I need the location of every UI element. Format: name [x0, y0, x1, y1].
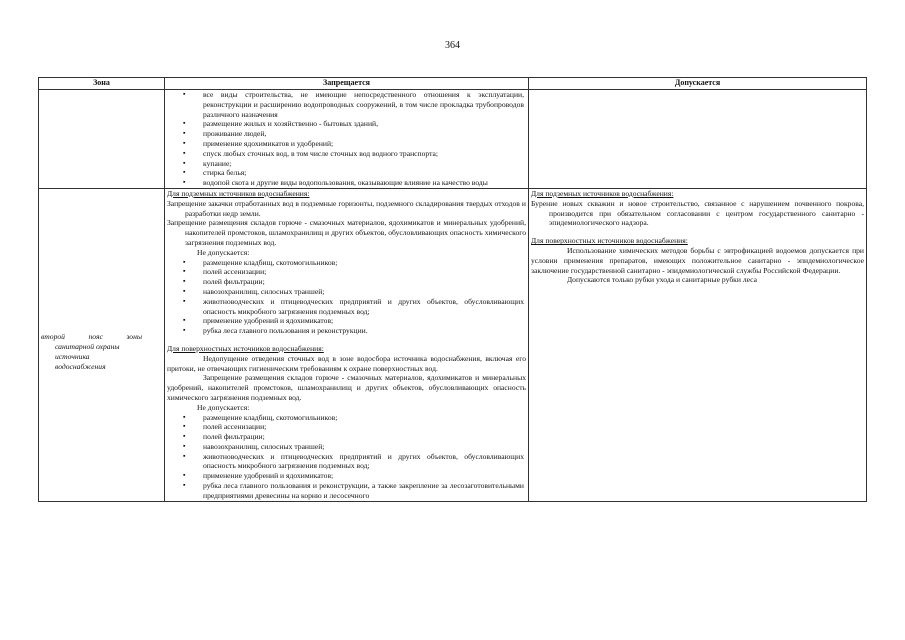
- list-item: ▪ полей ассенизации;: [167, 267, 526, 277]
- list-item: ▪ полей фильтрации;: [167, 432, 526, 442]
- paragraph: Допускаются только рубки ухода и санитарные рубки леса: [567, 275, 758, 285]
- list-item: ▪ размещение жилых и хозяйственно - бытовых зданий,: [167, 119, 526, 129]
- section-title-ground: Для подземных источников водоснабжения:: [167, 188, 310, 198]
- list-item: ▪ применение удобрений и ядохимикатов;: [167, 471, 526, 481]
- list-item: ▪ полей фильтрации;: [167, 277, 526, 287]
- not-allowed-label: Не допускается:: [197, 247, 250, 257]
- page-number: 364: [445, 40, 460, 51]
- paragraph: Использование химических методов борьбы с эвтрофикацией водоемов допускается при условии применения препаратов, имеющих положительное санитарно - эпидемиологическое заключение государственной санитарно - эпидемиологической службы Российской Федерации.: [531, 245, 864, 275]
- prohibited-list: [167, 90, 526, 188]
- table-row: [39, 90, 867, 189]
- list-item: ▪ размещение кладбищ, скотомогильников;: [167, 258, 526, 268]
- list-item: ▪ стирка белья;: [167, 168, 526, 178]
- zone-name: [41, 332, 162, 371]
- list-item: ▪ водопой скота и другие виды водопользования, оказывающие влияние на качество воды: [167, 178, 526, 188]
- zone-cell: [39, 188, 165, 501]
- section-title-surface: Для поверхностных источников водоснабжения:: [531, 236, 688, 246]
- ground-not-allowed-list: [167, 258, 526, 336]
- section-title-surface: Для поверхностных источников водоснабжения:: [167, 343, 324, 353]
- list-item: ▪ применение ядохимикатов и удобрений;: [167, 139, 526, 149]
- zone-name-line: санитарной охраны: [55, 342, 120, 352]
- list-item: ▪ применение удобрений и ядохимикатов;: [167, 316, 526, 326]
- list-item: ▪ навозохранилищ, силосных траншей;: [167, 287, 526, 297]
- list-item: ▪ навозохранилищ, силосных траншей;: [167, 442, 526, 452]
- header-allowed: Допускается: [529, 78, 867, 90]
- paragraph: Бурение новых скважин и новое строительство, связанное с нарушением почвенного покрова, производится при обязательном согласовании с центром государственного санитарно - эпидемиологического надзора.: [531, 198, 864, 228]
- table-header-row: [39, 78, 867, 90]
- prohibited-cell: [165, 188, 529, 501]
- header-zone: Зона: [39, 78, 165, 90]
- surface-not-allowed-list: [167, 413, 526, 501]
- list-item: ▪ животноводческих и птицеводческих предприятий и других объектов, обусловливающих опасность микробного загрязнения подземных вод;: [167, 297, 526, 317]
- table-row: [39, 188, 867, 501]
- allowed-cell-empty: [529, 90, 867, 189]
- list-item: ▪ рубка леса главного пользования и реконструкции.: [167, 326, 526, 336]
- list-item: ▪ купание;: [167, 159, 526, 169]
- list-item: ▪ рубка леса главного пользования и реконструкции, а также закрепление за лесозаготовительными предприятиями древесины на корню и лесосечного: [167, 481, 526, 501]
- allowed-cell: [529, 188, 867, 501]
- list-item: ▪ все виды строительства, не имеющие непосредственного отношения к эксплуатации, реконструкции и расширению водопроводных сооружений, в том числе прокладка трубопроводов различного назначения: [167, 90, 526, 119]
- list-item: ▪ размещение кладбищ, скотомогильников;: [167, 413, 526, 423]
- zone-name-line: второй пояс зоны: [41, 332, 142, 342]
- header-prohibited: Запрещается: [165, 78, 529, 90]
- paragraph: Запрещение размещения складов горюче - смазочных материалов, ядохимикатов и минеральных удобрений, накопителей промстоков, шламохранилищ и других объектов, обусловливающих опасность химического загрязнения подземных вод.: [167, 218, 526, 247]
- paragraph: Запрещение закачки отработанных вод в подземные горизонты, подземного складирования твердых отходов и разработки недр земли.: [167, 198, 526, 218]
- list-item: ▪ спуск любых сточных вод, в том числе сточных вод водного транспорта;: [167, 149, 526, 159]
- paragraph: Запрещение размещения складов горюче - смазочных материалов, ядохимикатов и минеральных удобрений, накопителей промстоков, шламохранилищ и других объектов, обусловливающих опасность химического загрязнения подземных вод.: [167, 373, 526, 402]
- paragraph: Недопущение отведения сточных вод в зоне водосбора источника водоснабжения, включая его притоки, не отвечающих гигиеническим требованиям к охране поверхностных вод.: [167, 353, 526, 373]
- zone-cell-empty: [39, 90, 165, 189]
- zone-name-line: источника: [55, 351, 90, 361]
- prohibited-cell: [165, 90, 529, 189]
- list-item: ▪ животноводческих и птицеводческих предприятий и других объектов, обусловливающих опасность микробного загрязнения подземных вод;: [167, 452, 526, 472]
- zone-name-line: водоснабжения: [55, 361, 106, 371]
- list-item: ▪ проживание людей,: [167, 129, 526, 139]
- list-item: ▪ полей ассенизации;: [167, 422, 526, 432]
- not-allowed-label: Не допускается:: [197, 402, 250, 412]
- sanitary-zone-table: [38, 77, 867, 502]
- section-title-ground: Для подземных источников водоснабжения:: [531, 188, 674, 198]
